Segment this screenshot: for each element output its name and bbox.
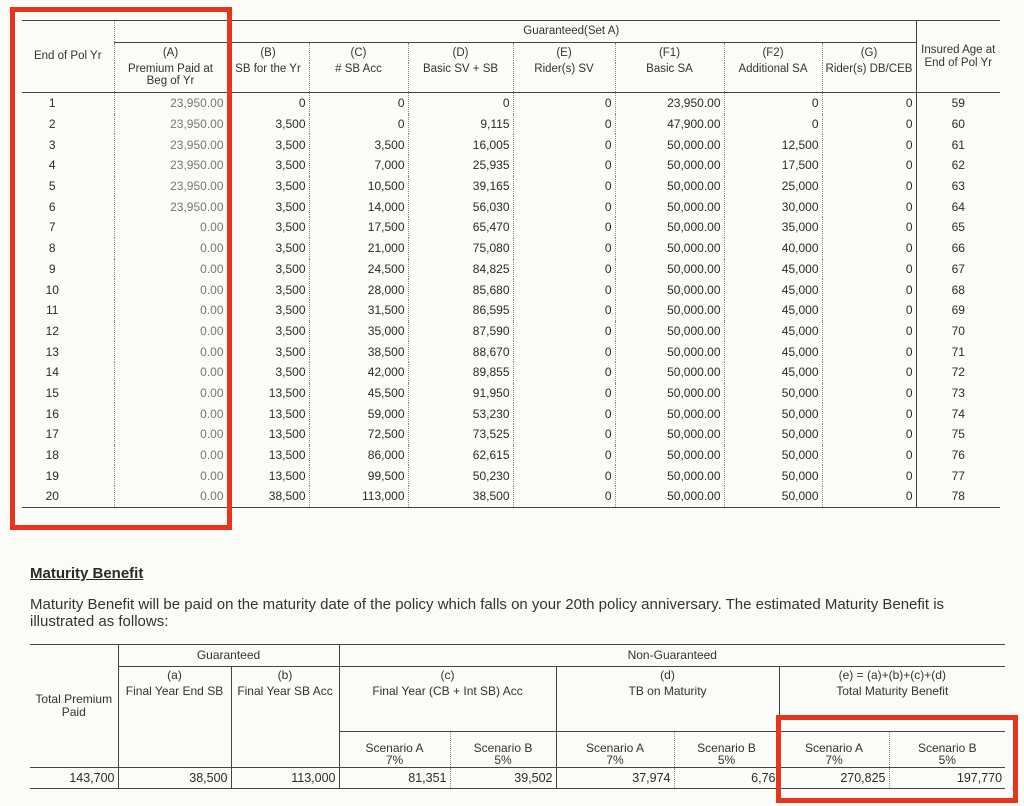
table-cell: 0 <box>513 424 615 445</box>
table-row <box>22 93 1000 114</box>
table-cell: 0 <box>822 134 916 155</box>
insured-age-cell: 72 <box>916 362 1000 383</box>
table-cell: 38,500 <box>309 341 408 362</box>
col-d-letter: (d) <box>556 667 779 685</box>
table-cell: 0 <box>822 238 916 259</box>
insured-age-cell: 74 <box>916 403 1000 424</box>
table-cell: 0 <box>724 93 822 114</box>
table-cell: 0 <box>822 486 916 507</box>
column-label: # SB Acc <box>309 63 408 93</box>
table-cell: 3,500 <box>227 155 309 176</box>
table-row <box>22 238 1000 259</box>
cb-scenario-b-value: 39,502 <box>450 768 556 789</box>
insured-age-cell: 69 <box>916 300 1000 321</box>
table-cell: 50,000.00 <box>615 217 724 238</box>
table-cell: 17,500 <box>724 155 822 176</box>
policy-year-cell: 2 <box>48 117 56 132</box>
table-cell: 0 <box>513 134 615 155</box>
table-cell: 0 <box>822 259 916 280</box>
table-cell: 0.00 <box>114 300 227 321</box>
col-d-label: TB on Maturity <box>556 685 779 732</box>
table-cell: 0.00 <box>114 424 227 445</box>
table-cell: 3,500 <box>227 238 309 259</box>
table-cell: 50,000.00 <box>615 486 724 507</box>
final-year-end-sb-value: 38,500 <box>118 768 231 789</box>
table-cell: 0.00 <box>114 383 227 404</box>
col-b-label: Final Year SB Acc <box>231 685 339 768</box>
column-letter: (F2) <box>724 43 822 63</box>
column-letter: (G) <box>822 43 916 63</box>
table-cell: 0.00 <box>114 403 227 424</box>
table-cell: 50,000.00 <box>615 362 724 383</box>
table-row <box>22 465 1000 486</box>
policy-year-cell: 11 <box>46 303 59 318</box>
table-cell: 3,500 <box>227 300 309 321</box>
table-cell: 50,000.00 <box>615 403 724 424</box>
policy-year-cell: 14 <box>45 365 59 380</box>
col-c-label: Final Year (CB + Int SB) Acc <box>339 685 556 732</box>
table-cell: 0.00 <box>114 321 227 342</box>
table-cell: 91,950 <box>408 383 513 404</box>
table-cell: 0 <box>822 445 916 466</box>
table-cell: 0.00 <box>114 238 227 259</box>
table-cell: 0 <box>822 93 916 114</box>
table-cell: 13,500 <box>227 383 309 404</box>
table-row <box>22 403 1000 424</box>
table-cell: 28,000 <box>309 279 408 300</box>
insured-age-cell: 62 <box>916 155 1000 176</box>
scenario-b-header: Scenario B 5% <box>889 732 1005 768</box>
table-cell: 75,080 <box>408 238 513 259</box>
policy-year-cell: 20 <box>22 486 114 507</box>
table-cell: 45,000 <box>724 300 822 321</box>
table-cell: 31,500 <box>309 300 408 321</box>
column-letter: (D) <box>408 43 513 63</box>
table-cell: 3,500 <box>227 259 309 280</box>
table-cell: 50,000.00 <box>615 445 724 466</box>
guaranteed-set-a-header: Guaranteed(Set A) <box>523 25 620 38</box>
insured-age-cell: 66 <box>916 238 1000 259</box>
table-cell: 40,000 <box>724 238 822 259</box>
table-cell: 0.00 <box>114 486 227 507</box>
scenario-b-header: Scenario B 5% <box>674 732 779 768</box>
table-row <box>22 445 1000 466</box>
policy-year-cell: 16 <box>45 406 59 421</box>
col-a-label: Final Year End SB <box>118 685 231 768</box>
table-cell: 50,000 <box>724 424 822 445</box>
total-premium-paid-header: Total Premium Paid <box>30 645 118 768</box>
table-cell: 10,500 <box>309 176 408 197</box>
scenario-b-header: Scenario B 5% <box>450 732 556 768</box>
table-cell: 0.00 <box>114 217 227 238</box>
table-row <box>22 196 1000 217</box>
table-cell: 3,500 <box>227 362 309 383</box>
table-cell: 50,000.00 <box>615 300 724 321</box>
cb-scenario-a-value: 81,351 <box>339 768 450 789</box>
policy-year-cell: 12 <box>45 323 59 338</box>
table-cell: 0 <box>822 341 916 362</box>
policy-year-cell: 18 <box>45 448 59 463</box>
table-cell: 0.00 <box>114 259 227 280</box>
table-cell: 0.00 <box>114 362 227 383</box>
table-cell: 45,500 <box>309 383 408 404</box>
table-cell: 50,000.00 <box>615 238 724 259</box>
policy-year-cell: 1 <box>48 96 56 111</box>
insured-age-cell: 60 <box>916 114 1000 135</box>
table-cell: 62,615 <box>408 445 513 466</box>
table-cell: 0 <box>822 424 916 445</box>
table-row <box>22 341 1000 362</box>
table-cell: 3,500 <box>227 176 309 197</box>
final-year-sb-acc-value: 113,000 <box>231 768 339 789</box>
table-cell: 0 <box>513 341 615 362</box>
table-cell: 24,500 <box>309 259 408 280</box>
insured-age-cell: 77 <box>916 465 1000 486</box>
table-cell: 86,000 <box>309 445 408 466</box>
table-cell: 0 <box>513 259 615 280</box>
policy-year-cell: 4 <box>48 158 56 173</box>
table-cell: 38,500 <box>408 486 513 507</box>
policy-year-cell: 5 <box>48 179 56 194</box>
table-row <box>22 155 1000 176</box>
table-row <box>22 321 1000 342</box>
column-label: Additional SA <box>724 63 822 93</box>
table-cell: 0 <box>513 486 615 507</box>
table-cell: 13,500 <box>227 465 309 486</box>
table-cell: 50,000.00 <box>615 424 724 445</box>
table-cell: 89,855 <box>408 362 513 383</box>
table-cell: 16,005 <box>408 134 513 155</box>
policy-year-cell: 13 <box>45 344 59 359</box>
policy-year-cell: 17 <box>45 427 59 442</box>
scenario-a-header: Scenario A 7% <box>779 732 889 768</box>
table-cell: 17,500 <box>309 217 408 238</box>
table-cell: 35,000 <box>309 321 408 342</box>
table-cell: 39,165 <box>408 176 513 197</box>
insured-age-header: Insured Age at End of Pol Yr <box>916 21 1000 93</box>
end-of-pol-yr-header: End of Pol Yr <box>22 21 114 93</box>
table-cell: 3,500 <box>227 217 309 238</box>
table-cell: 0 <box>309 114 408 135</box>
table-cell: 50,000.00 <box>615 383 724 404</box>
table-cell: 50,000 <box>724 445 822 466</box>
table-cell: 50,000.00 <box>615 155 724 176</box>
table-cell: 7,000 <box>309 155 408 176</box>
table-cell: 0 <box>227 93 309 114</box>
insured-age-cell: 78 <box>916 486 1000 507</box>
table-cell: 113,000 <box>309 486 408 507</box>
table-cell: 50,000.00 <box>615 279 724 300</box>
table-cell: 0.00 <box>114 341 227 362</box>
table-cell: 65,470 <box>408 217 513 238</box>
table-cell: 50,000.00 <box>615 176 724 197</box>
insured-age-cell: 68 <box>916 279 1000 300</box>
table-cell: 21,000 <box>309 238 408 259</box>
table-cell: 3,500 <box>227 134 309 155</box>
table-cell: 25,935 <box>408 155 513 176</box>
table-cell: 0 <box>822 383 916 404</box>
table-row <box>22 300 1000 321</box>
table-cell: 0 <box>724 114 822 135</box>
table-cell: 0 <box>513 362 615 383</box>
table-cell: 23,950.00 <box>114 155 227 176</box>
table-cell: 59,000 <box>309 403 408 424</box>
table-cell: 0 <box>822 176 916 197</box>
table-cell: 0 <box>513 279 615 300</box>
col-a-letter: (a) <box>118 667 231 685</box>
table-cell: 86,595 <box>408 300 513 321</box>
table-cell: 13,500 <box>227 403 309 424</box>
table-row <box>22 259 1000 280</box>
table-cell: 0 <box>513 93 615 114</box>
table-cell: 0 <box>513 465 615 486</box>
total-benefit-scenario-b-value: 197,770 <box>889 768 1005 789</box>
table-row <box>22 217 1000 238</box>
table-cell: 0 <box>513 403 615 424</box>
column-label: Premium Paid at Beg of Yr <box>114 63 227 93</box>
scenario-a-header: Scenario A 7% <box>339 732 450 768</box>
insured-age-cell: 67 <box>916 259 1000 280</box>
insured-age-cell: 73 <box>916 383 1000 404</box>
table-row <box>22 279 1000 300</box>
insured-age-cell: 59 <box>916 93 1000 114</box>
maturity-benefit-title: Maturity Benefit <box>30 565 144 582</box>
table-cell: 45,000 <box>724 321 822 342</box>
table-cell: 45,000 <box>724 259 822 280</box>
table-cell: 0 <box>309 93 408 114</box>
table-row <box>22 176 1000 197</box>
table-cell: 23,950.00 <box>114 93 227 114</box>
column-letter: (A) <box>114 43 227 63</box>
table-row <box>22 362 1000 383</box>
policy-year-cell: 9 <box>48 261 56 276</box>
table-cell: 0 <box>822 155 916 176</box>
policy-year-cell: 10 <box>45 282 59 297</box>
table-cell: 23,950.00 <box>114 114 227 135</box>
col-b-letter: (b) <box>231 667 339 685</box>
policy-year-cell: 3 <box>48 137 56 152</box>
table-cell: 47,900.00 <box>615 114 724 135</box>
table-cell: 50,000.00 <box>615 465 724 486</box>
table-row <box>22 383 1000 404</box>
table-cell: 0.00 <box>114 465 227 486</box>
column-letter: (E) <box>513 43 615 63</box>
table-cell: 0.00 <box>114 279 227 300</box>
policy-year-cell: 7 <box>48 220 56 235</box>
table-cell: 84,825 <box>408 259 513 280</box>
table-cell: 56,030 <box>408 196 513 217</box>
col-e-label: Total Maturity Benefit <box>779 685 1005 732</box>
table-cell: 50,000 <box>724 465 822 486</box>
table-cell: 35,000 <box>724 217 822 238</box>
table-cell: 0 <box>513 238 615 259</box>
table-cell: 73,525 <box>408 424 513 445</box>
table-cell: 50,000.00 <box>615 196 724 217</box>
column-label: SB for the Yr <box>227 63 309 93</box>
guaranteed-benefit-table <box>22 20 1000 508</box>
table-cell: 0 <box>822 279 916 300</box>
table-cell: 50,000.00 <box>615 321 724 342</box>
column-label: Rider(s) SV <box>513 63 615 93</box>
table-cell: 50,230 <box>408 465 513 486</box>
total-benefit-scenario-a-value: 270,825 <box>779 768 889 789</box>
insured-age-cell: 64 <box>916 196 1000 217</box>
table-cell: 88,670 <box>408 341 513 362</box>
table-cell: 13,500 <box>227 445 309 466</box>
table-cell: 0 <box>513 300 615 321</box>
table-cell: 0 <box>822 114 916 135</box>
table-cell: 3,500 <box>227 196 309 217</box>
table-cell: 23,950.00 <box>114 176 227 197</box>
table-cell: 50,000 <box>724 403 822 424</box>
table-cell: 12,500 <box>724 134 822 155</box>
table-cell: 0 <box>822 196 916 217</box>
table-cell: 0 <box>513 196 615 217</box>
table-cell: 99,500 <box>309 465 408 486</box>
column-label: Basic SV + SB <box>408 63 513 93</box>
table-cell: 0 <box>513 383 615 404</box>
table-cell: 50,000.00 <box>615 341 724 362</box>
policy-year-cell: 19 <box>45 468 59 483</box>
table-cell: 23,950.00 <box>615 93 724 114</box>
column-letter: (B) <box>227 43 309 63</box>
tb-scenario-b-value: 6,76 <box>674 768 779 789</box>
table-cell: 3,500 <box>309 134 408 155</box>
table-cell: 3,500 <box>227 341 309 362</box>
column-label: Rider(s) DB/CEB <box>822 63 916 93</box>
guaranteed-header: Guaranteed <box>118 645 339 667</box>
table-cell: 0 <box>822 403 916 424</box>
insured-age-cell: 65 <box>916 217 1000 238</box>
scenario-a-header: Scenario A 7% <box>556 732 674 768</box>
table-cell: 0.00 <box>114 445 227 466</box>
table-row <box>22 134 1000 155</box>
table-cell: 3,500 <box>227 114 309 135</box>
table-cell: 0 <box>822 217 916 238</box>
table-cell: 50,000 <box>724 486 822 507</box>
column-label: Basic SA <box>615 63 724 93</box>
maturity-benefit-description: Maturity Benefit will be paid on the maturity date of the policy which falls on your 20th policy anniversary. The estimated Maturity Benefit is illustrated as follows: <box>30 596 945 630</box>
insured-age-cell: 61 <box>916 134 1000 155</box>
table-cell: 50,000.00 <box>615 259 724 280</box>
maturity-benefit-table <box>30 644 1005 789</box>
column-letter: (F1) <box>615 43 724 63</box>
table-cell: 3,500 <box>227 321 309 342</box>
table-cell: 0 <box>513 155 615 176</box>
insured-age-cell: 63 <box>916 176 1000 197</box>
col-e-letter: (e) = (a)+(b)+(c)+(d) <box>779 667 1005 685</box>
table-cell: 30,000 <box>724 196 822 217</box>
column-letter: (C) <box>309 43 408 63</box>
tb-scenario-a-value: 37,974 <box>556 768 674 789</box>
insured-age-cell: 70 <box>916 321 1000 342</box>
table-cell: 45,000 <box>724 341 822 362</box>
table-cell: 0 <box>408 93 513 114</box>
insured-age-cell: 75 <box>916 424 1000 445</box>
table-row <box>22 486 1000 507</box>
table-cell: 3,500 <box>227 279 309 300</box>
table-cell: 14,000 <box>309 196 408 217</box>
policy-year-cell: 8 <box>48 241 56 256</box>
table-cell: 87,590 <box>408 321 513 342</box>
table-cell: 25,000 <box>724 176 822 197</box>
insured-age-cell: 71 <box>916 341 1000 362</box>
table-cell: 0 <box>513 321 615 342</box>
table-cell: 23,950.00 <box>114 134 227 155</box>
non-guaranteed-header: Non-Guaranteed <box>339 645 1005 667</box>
table-cell: 53,230 <box>408 403 513 424</box>
table-cell: 45,000 <box>724 279 822 300</box>
table-cell: 9,115 <box>408 114 513 135</box>
col-c-letter: (c) <box>339 667 556 685</box>
table-row <box>22 424 1000 445</box>
table-cell: 38,500 <box>227 486 309 507</box>
table-cell: 50,000 <box>724 383 822 404</box>
table-cell: 0 <box>822 362 916 383</box>
table-cell: 0 <box>513 114 615 135</box>
total-premium-value: 143,700 <box>30 768 118 789</box>
table-cell: 72,500 <box>309 424 408 445</box>
table-cell: 45,000 <box>724 362 822 383</box>
table-cell: 13,500 <box>227 424 309 445</box>
table-cell: 0 <box>513 217 615 238</box>
insured-age-cell: 76 <box>916 445 1000 466</box>
table-cell: 0 <box>513 176 615 197</box>
table-cell: 85,680 <box>408 279 513 300</box>
policy-year-cell: 15 <box>45 385 59 400</box>
table-cell: 50,000.00 <box>615 134 724 155</box>
table-cell: 42,000 <box>309 362 408 383</box>
table-row <box>22 114 1000 135</box>
table-cell: 0 <box>822 300 916 321</box>
table-cell: 0 <box>822 321 916 342</box>
policy-year-cell: 6 <box>48 199 56 214</box>
table-cell: 0 <box>513 445 615 466</box>
table-cell: 23,950.00 <box>114 196 227 217</box>
table-cell: 0 <box>822 465 916 486</box>
